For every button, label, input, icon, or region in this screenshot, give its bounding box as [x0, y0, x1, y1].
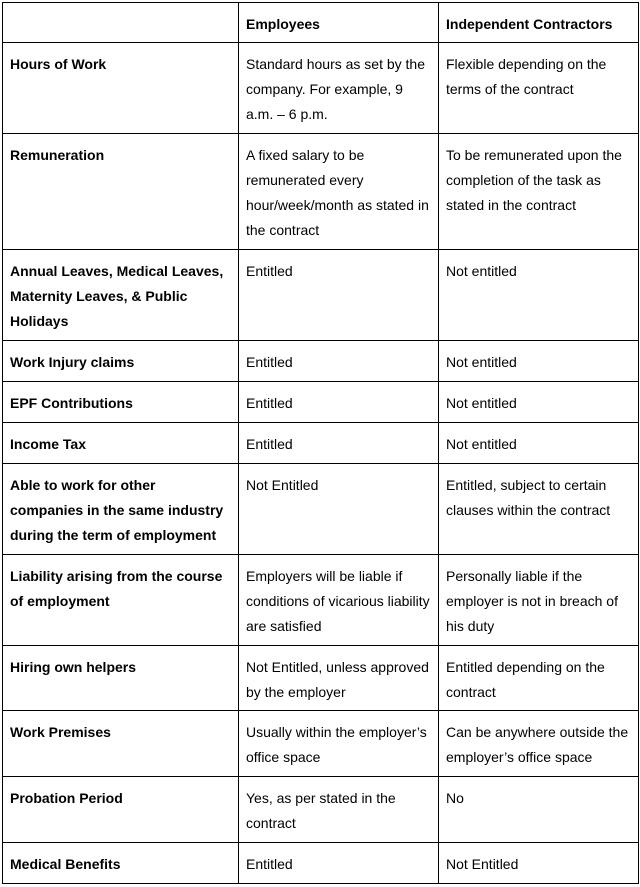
- employees-cell: Not Entitled: [239, 464, 439, 555]
- header-row: [3, 3, 639, 43]
- row-label: Medical Benefits: [3, 843, 239, 884]
- employees-cell: Usually within the employer’s office space: [239, 711, 439, 777]
- contractors-cell: Not entitled: [439, 250, 639, 341]
- row-label: Income Tax: [3, 423, 239, 464]
- employees-cell: Entitled: [239, 843, 439, 884]
- table-row: [3, 134, 639, 250]
- comparison-table: [2, 2, 639, 884]
- contractors-cell: Entitled, subject to certain clauses within the contract: [439, 464, 639, 555]
- contractors-cell: Entitled depending on the contract: [439, 646, 639, 711]
- row-label: Probation Period: [3, 777, 239, 843]
- employees-cell: A fixed salary to be remunerated every hour/week/month as stated in the contract: [239, 134, 439, 250]
- employees-cell: Not Entitled, unless approved by the employer: [239, 646, 439, 711]
- employees-cell: Yes, as per stated in the contract: [239, 777, 439, 843]
- employees-cell: Entitled: [239, 250, 439, 341]
- table-row: [3, 777, 639, 843]
- contractors-cell: Not entitled: [439, 382, 639, 423]
- employees-cell: Employers will be liable if conditions of vicarious liability are satisfied: [239, 555, 439, 646]
- table-row: [3, 43, 639, 134]
- row-label: Hiring own helpers: [3, 646, 239, 711]
- row-label: Hours of Work: [3, 43, 239, 134]
- row-label: EPF Contributions: [3, 382, 239, 423]
- contractors-cell: No: [439, 777, 639, 843]
- table-row: [3, 555, 639, 646]
- employees-cell: Entitled: [239, 423, 439, 464]
- table-row: [3, 382, 639, 423]
- header-corner-cell: [3, 3, 239, 43]
- row-label: Able to work for other companies in the same industry during the term of employment: [3, 464, 239, 555]
- table-row: [3, 646, 639, 711]
- table-row: [3, 423, 639, 464]
- contractors-cell: Can be anywhere outside the employer’s office space: [439, 711, 639, 777]
- contractors-cell: Not entitled: [439, 341, 639, 382]
- row-label: Work Injury claims: [3, 341, 239, 382]
- contractors-cell: Not Entitled: [439, 843, 639, 884]
- row-label: Remuneration: [3, 134, 239, 250]
- table-row: [3, 250, 639, 341]
- header-employees: Employees: [239, 3, 439, 43]
- contractors-cell: Personally liable if the employer is not in breach of his duty: [439, 555, 639, 646]
- table-row: [3, 711, 639, 777]
- table-row: [3, 464, 639, 555]
- employees-cell: Standard hours as set by the company. For example, 9 a.m. – 6 p.m.: [239, 43, 439, 134]
- employees-cell: Entitled: [239, 382, 439, 423]
- row-label: Liability arising from the course of employment: [3, 555, 239, 646]
- contractors-cell: Flexible depending on the terms of the contract: [439, 43, 639, 134]
- header-contractors: Independent Contractors: [439, 3, 639, 43]
- row-label: Annual Leaves, Medical Leaves, Maternity Leaves, & Public Holidays: [3, 250, 239, 341]
- employees-cell: Entitled: [239, 341, 439, 382]
- contractors-cell: Not entitled: [439, 423, 639, 464]
- table-row: [3, 843, 639, 884]
- contractors-cell: To be remunerated upon the completion of the task as stated in the contract: [439, 134, 639, 250]
- row-label: Work Premises: [3, 711, 239, 777]
- table-row: [3, 341, 639, 382]
